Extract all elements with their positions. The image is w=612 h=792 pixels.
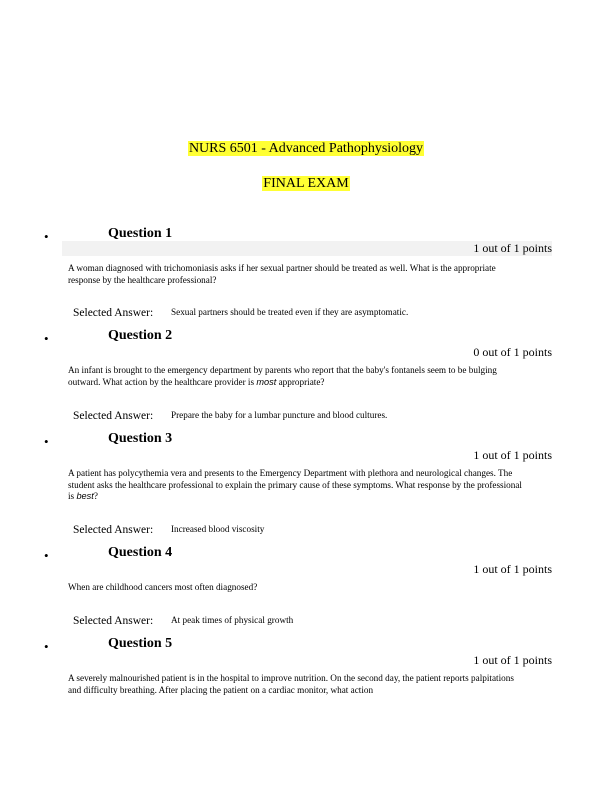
selected-answer-value: At peak times of physical growth	[171, 615, 294, 625]
score-bar	[62, 241, 552, 256]
question-text-part: An infant is brought to the emergency department by parents who report that the baby's fontanels seem to be bulging outward. What action by the healthcare provider is	[68, 365, 497, 387]
question-score: 0 out of 1 points	[473, 345, 552, 359]
question-text	[68, 673, 528, 696]
bullet-icon: •	[44, 639, 49, 654]
question-text-part: appropriate?	[276, 376, 325, 387]
question-title: Question 1	[108, 226, 173, 241]
score-bar	[62, 448, 552, 463]
question-text-part: A woman diagnosed with trichomoniasis asks if her sexual partner should be treated as well. What is the appropriate response by the healthcare professional?	[68, 263, 496, 285]
question-text-part: A patient has polycythemia vera and presents to the Emergency Department with plethora and neurological changes. The student asks the healthcare professional to explain the primary cause of these symptoms. What response by the professional is	[68, 468, 522, 501]
question-score: 1 out of 1 points	[473, 448, 552, 462]
selected-answer-value: Sexual partners should be treated even if they are asymptomatic.	[171, 307, 409, 317]
selected-answer-label: Selected Answer:	[73, 307, 154, 319]
selected-answer-value: Prepare the baby for a lumbar puncture and blood cultures.	[171, 410, 388, 420]
exam-title-text: FINAL EXAM	[263, 176, 349, 191]
question-text-part: When are childhood cancers most often diagnosed?	[68, 582, 258, 592]
question-title: Question 4	[108, 545, 173, 560]
bullet-icon: •	[44, 434, 49, 449]
question-text-part: A severely malnourished patient is in the hospital to improve nutrition. On the second day, the patient reports palpitations and difficulty breathing. After placing the patient on a cardiac monitor, what action	[68, 673, 514, 695]
selected-answer-value: Increased blood viscosity	[171, 524, 265, 534]
question-title: Question 3	[108, 431, 173, 446]
selected-answer-label: Selected Answer:	[73, 615, 154, 627]
selected-answer-label: Selected Answer:	[73, 524, 154, 536]
question-text-emphasis: best	[76, 491, 94, 501]
question-text	[68, 365, 528, 388]
question-title: Question 2	[108, 328, 173, 343]
question-score: 1 out of 1 points	[473, 653, 552, 667]
question-text	[68, 468, 528, 503]
question-title: Question 5	[108, 636, 173, 651]
question-text	[68, 582, 528, 594]
bullet-icon: •	[44, 548, 49, 563]
course-title-text: NURS 6501 - Advanced Pathophysiology	[188, 141, 424, 156]
exam-title	[0, 176, 612, 192]
score-bar	[62, 345, 552, 360]
bullet-icon: •	[44, 229, 49, 244]
score-bar	[62, 653, 552, 668]
bullet-icon: •	[44, 331, 49, 346]
course-title	[0, 141, 612, 157]
question-text	[68, 263, 528, 286]
selected-answer-label: Selected Answer:	[73, 410, 154, 422]
question-score: 1 out of 1 points	[473, 241, 552, 255]
question-text-emphasis: most	[256, 376, 277, 387]
question-score: 1 out of 1 points	[473, 562, 552, 576]
score-bar	[62, 562, 552, 577]
question-text-part: ?	[93, 491, 98, 501]
